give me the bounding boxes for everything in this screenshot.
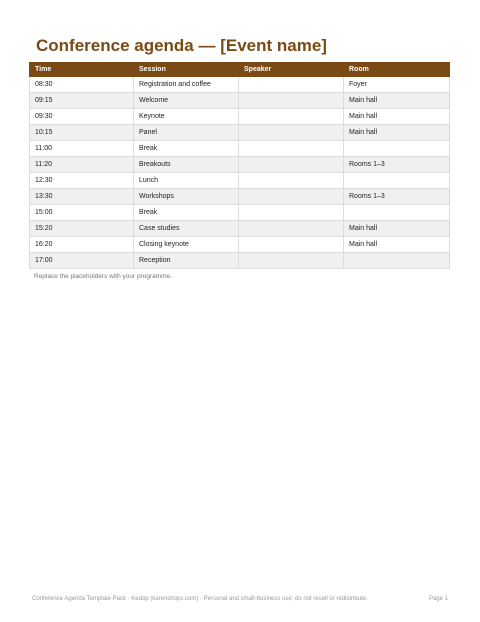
cell-session: Case studies	[134, 221, 239, 237]
cell-session: Closing keynote	[134, 237, 239, 253]
cell-time: 15:20	[30, 221, 134, 237]
table-row	[30, 77, 450, 93]
table-row	[30, 237, 450, 253]
cell-time: 13:30	[30, 189, 134, 205]
cell-room: Main hall	[344, 109, 450, 125]
cell-room: Main hall	[344, 93, 450, 109]
table-row	[30, 109, 450, 125]
cell-room: Main hall	[344, 125, 450, 141]
cell-session: Welcome	[134, 93, 239, 109]
cell-speaker	[239, 77, 344, 93]
cell-room	[344, 173, 450, 189]
page-title: Conference agenda — [Event name]	[36, 36, 327, 55]
cell-room: Foyer	[344, 77, 450, 93]
cell-session: Keynote	[134, 109, 239, 125]
table-header-row	[30, 63, 450, 77]
cell-time: 17:00	[30, 253, 134, 269]
cell-speaker	[239, 125, 344, 141]
cell-speaker	[239, 93, 344, 109]
table-row	[30, 93, 450, 109]
column-header-speaker: Speaker	[239, 63, 344, 77]
cell-room: Main hall	[344, 221, 450, 237]
cell-session: Registration and coffee	[134, 77, 239, 93]
cell-time: 10:15	[30, 125, 134, 141]
cell-speaker	[239, 221, 344, 237]
cell-time: 08:30	[30, 77, 134, 93]
cell-speaker	[239, 109, 344, 125]
cell-time: 11:20	[30, 157, 134, 173]
cell-speaker	[239, 253, 344, 269]
cell-session: Break	[134, 205, 239, 221]
cell-room: Main hall	[344, 237, 450, 253]
cell-speaker	[239, 157, 344, 173]
cell-room: Rooms 1–3	[344, 157, 450, 173]
cell-speaker	[239, 173, 344, 189]
table-row	[30, 141, 450, 157]
cell-session: Breakouts	[134, 157, 239, 173]
instructions-note: Replace the placeholders with your programme.	[34, 273, 173, 280]
table-row	[30, 189, 450, 205]
cell-speaker	[239, 141, 344, 157]
cell-time: 09:30	[30, 109, 134, 125]
cell-session: Panel	[134, 125, 239, 141]
cell-session: Workshops	[134, 189, 239, 205]
cell-room	[344, 205, 450, 221]
cell-time: 09:15	[30, 93, 134, 109]
cell-speaker	[239, 237, 344, 253]
cell-time: 15:00	[30, 205, 134, 221]
cell-speaker	[239, 189, 344, 205]
footer-page-number: Page 1	[428, 596, 448, 602]
cell-time: 16:20	[30, 237, 134, 253]
table-row	[30, 173, 450, 189]
cell-room: Rooms 1–3	[344, 189, 450, 205]
table-row	[30, 253, 450, 269]
cell-session: Reception	[134, 253, 239, 269]
column-header-room: Room	[344, 63, 450, 77]
table-row	[30, 125, 450, 141]
table-row	[30, 205, 450, 221]
cell-time: 11:00	[30, 141, 134, 157]
cell-session: Break	[134, 141, 239, 157]
footer-license-text: Conference Agenda Template Pack · Kedop (karenshops.com) · Personal and small-business use; do not resell or redistribute.	[32, 596, 368, 602]
cell-room	[344, 253, 450, 269]
cell-room	[344, 141, 450, 157]
table-row	[30, 221, 450, 237]
cell-speaker	[239, 205, 344, 221]
agenda-table	[29, 62, 450, 269]
table-row	[30, 157, 450, 173]
cell-session: Lunch	[134, 173, 239, 189]
column-header-session: Session	[134, 63, 239, 77]
cell-time: 12:30	[30, 173, 134, 189]
column-header-time: Time	[30, 63, 134, 77]
